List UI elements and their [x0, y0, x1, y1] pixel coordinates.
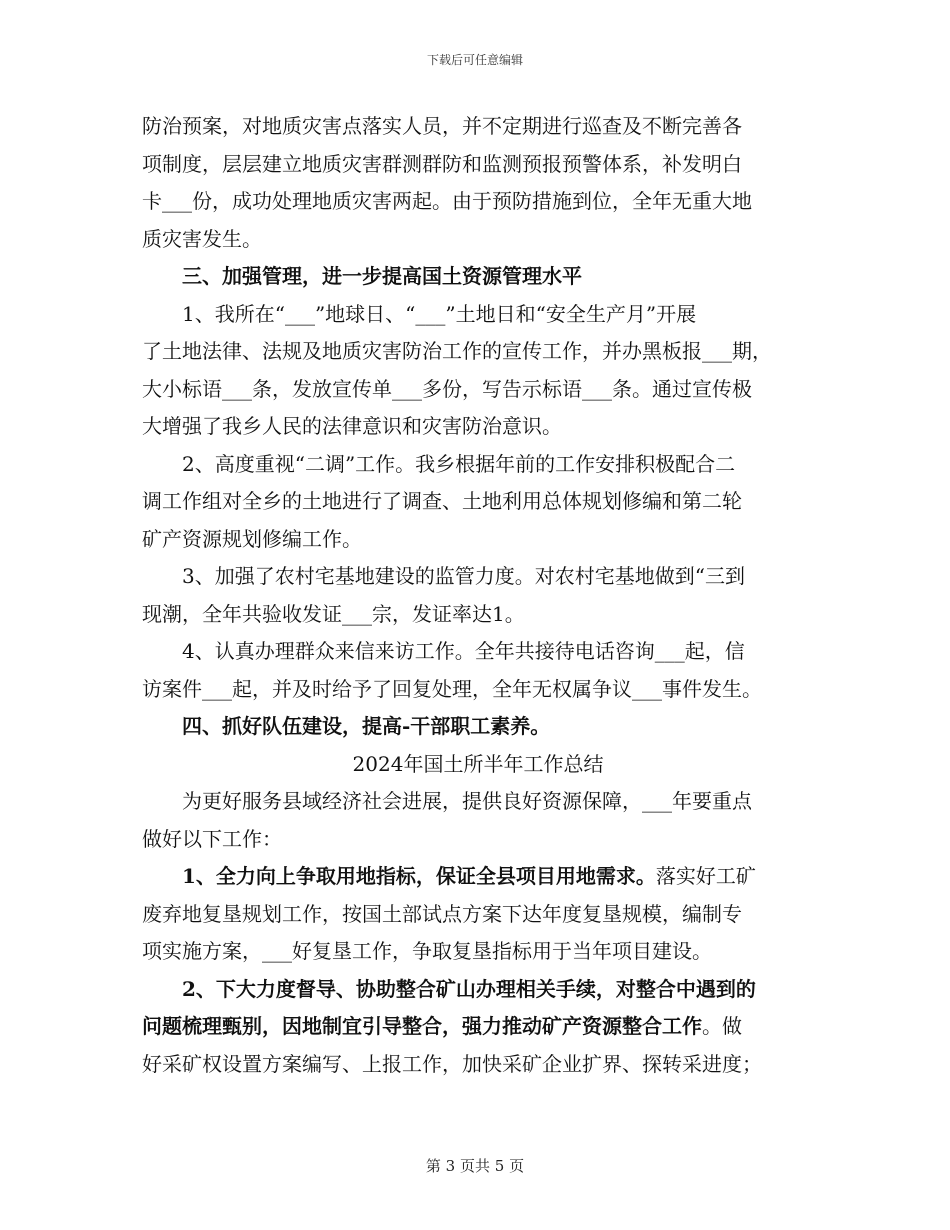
paragraph-item-3: [142, 558, 814, 633]
text-line: 项实施方案，___好复垦工作，争取复垦指标用于当年项目建设。: [142, 939, 712, 963]
text-line: 大小标语___条，发放宣传单___多份，写告示标语___条。通过宣传极: [142, 376, 752, 401]
text-line: 矿产资源规划修编工作。: [142, 526, 362, 551]
text-line: 为更好服务县域经济社会进展，提供良好资源保障，___年要重点: [182, 789, 752, 813]
text-line: 2、下大力度督导、协助整合矿山办理相关手续，对整合中遇到的: [182, 976, 756, 1001]
text-line: 卡___份，成功处理地质灾害两起。由于预防措施到位，全年无重大地: [142, 189, 752, 213]
task-1-heading: 1、全力向上争取用地指标，保证全县项目用地需求。: [182, 864, 656, 888]
text-line: [142, 858, 814, 896]
text-line: 4、认真办理群众来信来访工作。全年共接待电话咨询___起，信: [182, 639, 745, 663]
paragraph-task-1: [142, 858, 814, 971]
document-title: 2024年国土所半年工作总结: [352, 751, 604, 776]
text-line: 废弃地复垦规划工作，按国土部试点方案下达年度复垦规模，编制专: [142, 901, 742, 926]
paragraph-item-4: [142, 633, 814, 708]
page-footer: 第 3 页共 5 页: [425, 1157, 525, 1175]
text-line: 防治预案，对地质灾害点落实人员，并不定期进行巡查及不断完善各: [142, 114, 742, 138]
task-1-text: 落实好工矿: [655, 864, 756, 888]
text-line: 1、我所在“___”地球日、“___”土地日和“安全生产月”开展: [182, 301, 697, 326]
text-line: 项制度，层层建立地质灾害群测群防和监测预报预警体系，补发明白: [142, 151, 742, 176]
task-2-text: 。做: [702, 1014, 742, 1038]
paragraph-intro: [142, 783, 814, 858]
text-line: 访案件___起，并及时给予了回复处理，全年无权属争议___事件发生。: [142, 676, 762, 701]
section-heading-4: 四、抓好队伍建设，提高-干部职工素养。: [182, 714, 551, 738]
text-line: [142, 1008, 814, 1046]
section-heading-3: 三、加强管理，进一步提高国土资源管理水平: [182, 264, 582, 288]
text-line: 了土地法律、法规及地质灾害防治工作的宣传工作，并办黑板报___期，: [142, 339, 772, 363]
text-line: 2、高度重视“二调”工作。我乡根据年前的工作安排积极配合二: [182, 451, 736, 476]
text-line: 现潮，全年共验收发证___宗，发证率达1。: [142, 601, 525, 626]
text-line: 好采矿权设置方案编写、上报工作，加快采矿企业扩界、探转采进度；: [142, 1051, 762, 1076]
document-body: [142, 108, 814, 1083]
text-line: 质灾害发生。: [142, 226, 262, 251]
paragraph-prevention: [142, 108, 814, 258]
text-line: 大增强了我乡人民的法律意识和灾害防治意识。: [142, 414, 562, 438]
paragraph-item-1: [142, 296, 814, 446]
page-header: 下载后可任意编辑: [426, 53, 523, 67]
paragraph-task-2: [142, 971, 814, 1084]
task-2-heading: 问题梳理甄别，因地制宜引导整合，强力推动矿产资源整合工作: [142, 1014, 702, 1038]
text-line: 3、加强了农村宅基地建设的监管力度。对农村宅基地做到“三到: [182, 564, 745, 588]
text-line: 调工作组对全乡的土地进行了调查、土地利用总体规划修编和第二轮: [142, 489, 742, 513]
paragraph-item-2: [142, 446, 814, 559]
text-line: 做好以下工作：: [142, 826, 282, 851]
